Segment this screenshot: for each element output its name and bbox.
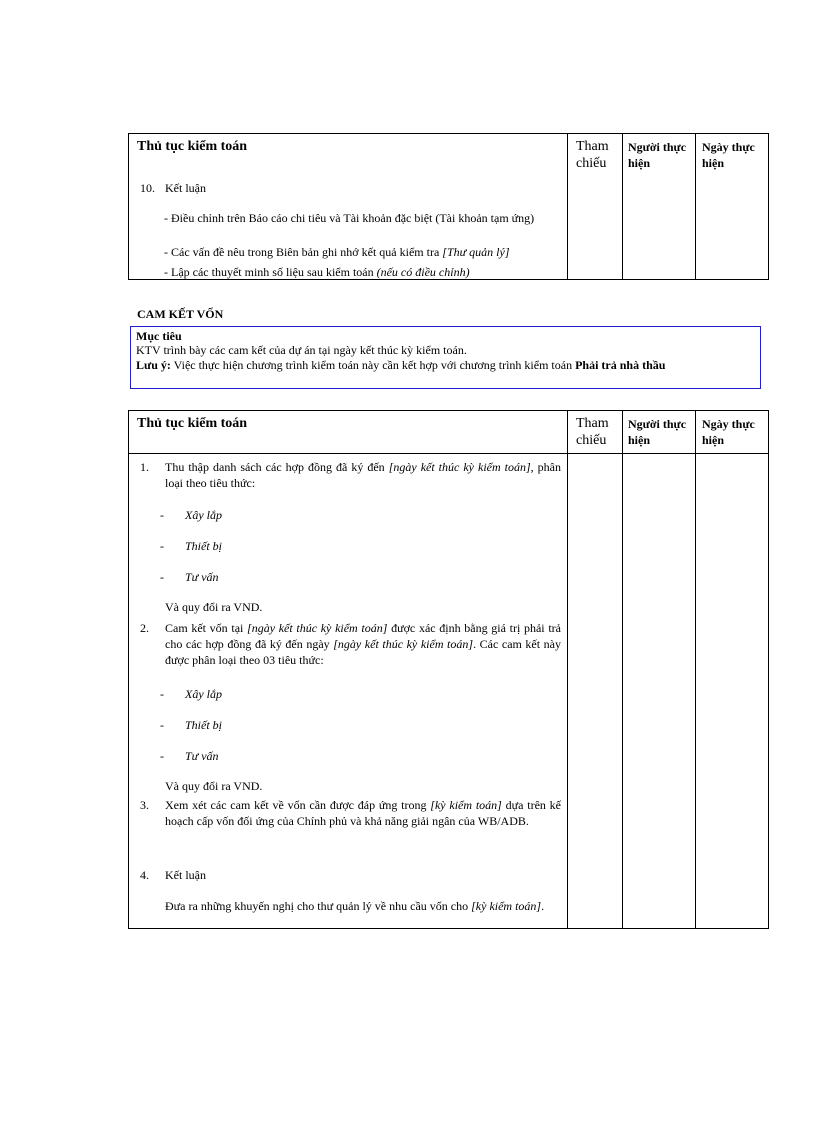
conclusion-line-3: - Lập các thuyết minh số liệu sau kiểm toán (nếu có điều chỉnh) (164, 265, 470, 279)
bullet-dash: - (160, 570, 164, 584)
item2-closing: Và quy đổi ra VND. (165, 779, 263, 793)
objective-label: Mục tiêu (136, 329, 182, 343)
column-divider (567, 134, 568, 279)
item1-text: Thu thập danh sách các hợp đồng đã ký đến [ngày kết thúc kỳ kiểm toán], phân loại theo tiêu thức: (165, 460, 562, 490)
item-number: 1. (140, 460, 149, 474)
audit-table-conclusion (128, 133, 769, 280)
header-procedure: Thủ tục kiểm toán (137, 416, 248, 431)
conclusion-line-2: - Các vấn đề nêu trong Biên bản ghi nhớ kết quả kiểm tra [Thư quản lý] (164, 245, 510, 259)
item4-text: Đưa ra những khuyến nghị cho thư quản lý về nhu cầu vốn cho [kỳ kiểm toán]. (165, 899, 545, 913)
bullet-item: Xây lắp (185, 687, 222, 701)
item-number: 4. (140, 868, 149, 882)
audit-table-capital-commitment (128, 410, 769, 929)
item1-closing: Và quy đổi ra VND. (165, 600, 263, 614)
header-procedure: Thủ tục kiểm toán (137, 139, 248, 154)
bullet-dash: - (160, 687, 164, 701)
column-divider (622, 411, 623, 928)
bullet-item: Thiết bị (185, 718, 223, 732)
bullet-dash: - (160, 718, 164, 732)
bullet-item: Tư vấn (185, 570, 219, 584)
section-title: CAM KẾT VỐN (137, 307, 224, 321)
bullet-dash: - (160, 749, 164, 763)
header-performer: Người thực hiện (628, 417, 687, 447)
bullet-dash: - (160, 508, 164, 522)
header-reference: Tham chiếu (576, 139, 609, 171)
item-title: Kết luận (165, 181, 206, 195)
item-number: 2. (140, 621, 149, 635)
header-divider (129, 453, 768, 454)
conclusion-line-1: - Điều chỉnh trên Báo cáo chi tiêu và Tài khoản đặc biệt (Tài khoản tạm ứng) (164, 211, 535, 225)
bullet-dash: - (160, 539, 164, 553)
bullet-item: Thiết bị (185, 539, 223, 553)
column-divider (695, 134, 696, 279)
bullet-item: Xây lắp (185, 508, 222, 522)
item2-text: Cam kết vốn tại [ngày kết thúc kỳ kiểm toán] được xác định bằng giá trị phải trả cho các hợp đồng đã ký đến ngày [ngày kết thúc kỳ kiểm toán]. Các cam kết này được phân loại theo 03 tiêu thức: (165, 621, 561, 667)
item3-text: Xem xét các cam kết về vốn cần được đáp ứng trong [kỳ kiểm toán] dựa trên kế hoạch cấp vốn đối ứng của Chính phủ và khả năng giải ngân của WB/ADB. (165, 798, 561, 828)
note-text: Lưu ý: Việc thực hiện chương trình kiểm toán này cần kết hợp với chương trình kiểm toán Phải trả nhà thầu (136, 358, 666, 372)
header-performer: Người thực hiện (628, 140, 687, 170)
column-divider (622, 134, 623, 279)
column-divider (567, 411, 568, 928)
column-divider (695, 411, 696, 928)
objective-box (130, 326, 761, 389)
item-number: 3. (140, 798, 149, 812)
item4-title: Kết luận (165, 868, 206, 882)
item-number: 10. (140, 181, 155, 195)
bullet-item: Tư vấn (185, 749, 219, 763)
header-date: Ngày thực hiện (702, 417, 755, 447)
header-reference: Tham chiếu (576, 416, 609, 448)
header-date: Ngày thực hiện (702, 140, 755, 170)
objective-text: KTV trình bày các cam kết của dự án tại ngày kết thúc kỳ kiểm toán. (136, 343, 467, 357)
